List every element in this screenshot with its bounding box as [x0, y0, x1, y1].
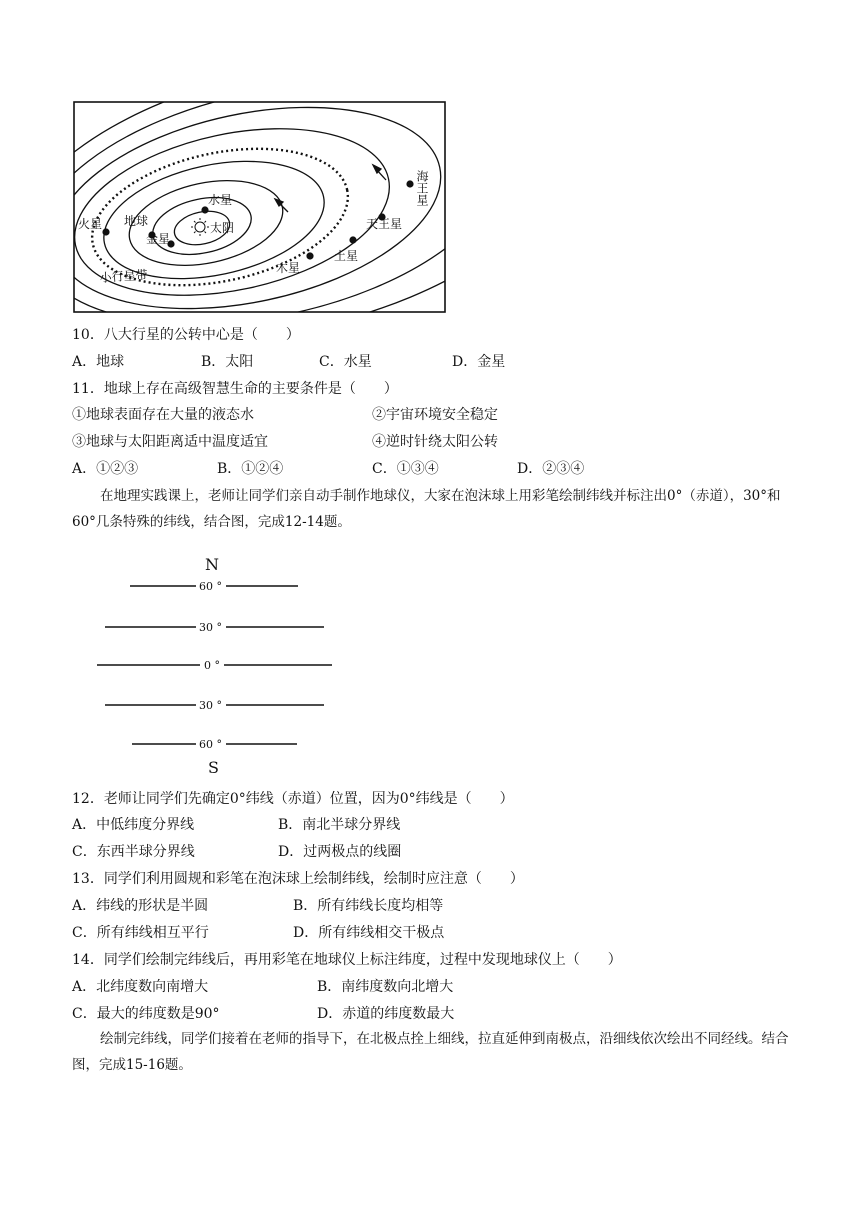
q11-statement-1: ①地球表面存在大量的液态水 — [72, 407, 254, 423]
label-neptune: 海王星 — [415, 170, 429, 206]
label-asteroid-belt: 小行星带 — [99, 267, 149, 285]
q14-option-d[interactable]: D．赤道的纬度数最大 — [317, 1006, 455, 1022]
equator-label: 0 ° — [204, 659, 220, 672]
latitude-30s-label: 30 ° — [199, 699, 222, 712]
q14-option-a[interactable]: A．北纬度数向南增大 — [72, 979, 209, 995]
q11-statement-4: ④逆时针绕太阳公转 — [372, 434, 498, 450]
q13-option-a[interactable]: A．纬线的形状是半圆 — [72, 898, 209, 914]
north-label: N — [205, 555, 219, 574]
q10-option-b[interactable]: B．太阳 — [201, 354, 254, 370]
label-uranus: 天王星 — [366, 217, 403, 231]
q12-stem: 12．老师让同学们先确定0°纬线（赤道）位置，因为0°纬线是（ ） — [72, 791, 514, 807]
latitude-60n-label: 60 ° — [199, 580, 222, 593]
q10-option-d[interactable]: D．金星 — [452, 354, 506, 370]
label-venus: 金星 — [146, 232, 171, 246]
q11-stem: 11．地球上存在高级智慧生命的主要条件是（ ） — [72, 381, 398, 397]
q11-option-a[interactable]: A．①②③ — [72, 461, 139, 477]
label-saturn: 土星 — [334, 249, 359, 263]
label-mars: 火星 — [78, 217, 103, 231]
q12-option-a[interactable]: A．中低纬度分界线 — [72, 817, 195, 833]
latitude-30n-label: 30 ° — [199, 621, 222, 634]
planet-neptune-dot — [406, 180, 413, 187]
q14-option-b[interactable]: B．南纬度数向北增大 — [317, 979, 454, 995]
latitude-lines-figure — [92, 553, 342, 778]
label-sun: 太阳 — [210, 221, 235, 235]
label-earth: 地球 — [124, 214, 149, 228]
q10-option-c[interactable]: C．水星 — [319, 354, 372, 370]
planet-saturn-dot — [349, 236, 356, 243]
label-mercury: 水星 — [208, 193, 233, 207]
q13-option-c[interactable]: C．所有纬线相互平行 — [72, 925, 209, 941]
south-label: S — [208, 758, 219, 777]
q10-stem: 10．八大行星的公转中心是（ ） — [72, 327, 300, 343]
q12-option-d[interactable]: D．过两极点的线圈 — [278, 844, 402, 860]
q13-stem: 13．同学们利用圆规和彩笔在泡沫球上绘制纬线，绘制时应注意（ ） — [72, 871, 524, 887]
q14-option-c[interactable]: C．最大的纬度数是90° — [72, 1006, 220, 1022]
q13-option-d[interactable]: D．所有纬线相交干极点 — [293, 925, 445, 941]
q10-option-a[interactable]: A．地球 — [72, 354, 125, 370]
q13-option-b[interactable]: B．所有纬线长度均相等 — [293, 898, 444, 914]
planet-jupiter-dot — [306, 252, 313, 259]
q11-option-d[interactable]: D．②③④ — [517, 461, 585, 477]
latitude-60s-label: 60 ° — [199, 738, 222, 751]
q11-option-c[interactable]: C．①③④ — [372, 461, 439, 477]
q12-option-c[interactable]: C．东西半球分界线 — [72, 844, 195, 860]
q11-statement-3: ③地球与太阳距离适中温度适宜 — [72, 434, 268, 450]
solar-system-figure — [72, 100, 448, 314]
planet-mercury-dot — [201, 206, 208, 213]
q12-option-b[interactable]: B．南北半球分界线 — [278, 817, 401, 833]
q11-statement-2: ②宇宙环境安全稳定 — [372, 407, 498, 423]
intro-15-16: 绘制完纬线，同学们接着在老师的指导下，在北极点拴上细线，拉直延伸到南极点，沿细线依次绘出不同经线。结合图，完成15-16题。 — [72, 1031, 789, 1073]
planet-mars-dot — [102, 228, 109, 235]
q14-stem: 14．同学们绘制完纬线后，再用彩笔在地球仪上标注纬度，过程中发现地球仪上（ ） — [72, 952, 622, 968]
label-jupiter: 木星 — [276, 261, 301, 275]
q11-option-b[interactable]: B．①②④ — [217, 461, 284, 477]
intro-12-14: 在地理实践课上，老师让同学们亲自动手制作地球仪，大家在泡沫球上用彩笔绘制纬线并标注出0°（赤道），30°和60°几条特殊的纬线，结合图，完成12-14题。 — [72, 488, 781, 530]
